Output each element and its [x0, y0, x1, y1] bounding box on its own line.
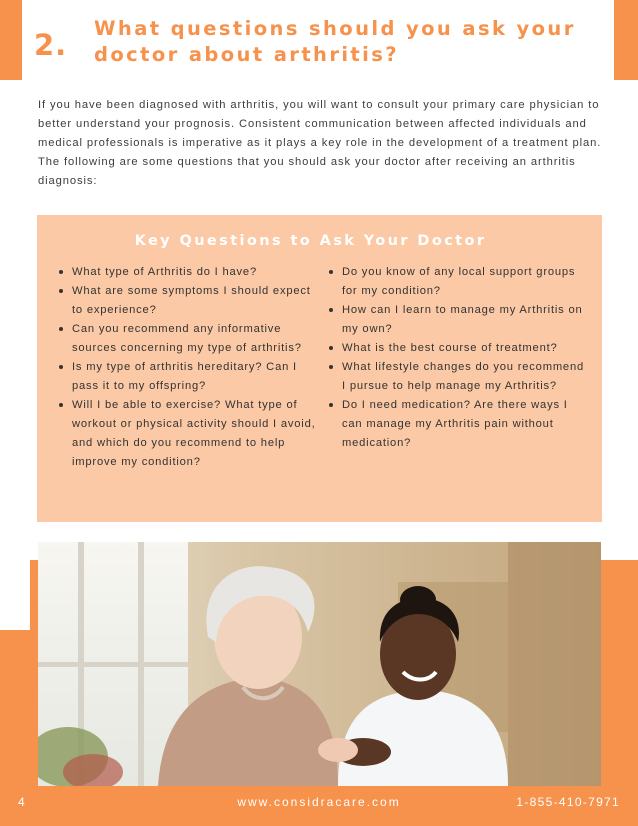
footer-phone[interactable]: 1-855-410-7971 [516, 795, 620, 809]
section-number: 2. [34, 28, 68, 62]
page-number: 4 [18, 795, 26, 809]
intro-paragraph: If you have been diagnosed with arthritis, you will want to consult your primary care physician to better understand your prognosis. Consistent communication between affected individuals and medical professionals is imperative as it plays a key role in the development of a treatment plan. The following are some questions that you should ask your doctor after receiving an arthritis diagnosis: [38, 99, 602, 187]
list-item: Will I be able to exercise? What type of workout or physical activity should I avoid, and which do you recommend to help improve my condition? [59, 396, 321, 472]
questions-list-right [329, 263, 591, 453]
list-item: Is my type of arthritis hereditary? Can I pass it to my offspring? [59, 358, 321, 396]
list-item: How can I learn to manage my Arthritis on my own? [329, 301, 591, 339]
photo-elderly-woman-and-caregiver-icon [38, 542, 601, 786]
key-questions-title: Key Questions to Ask Your Doctor [134, 233, 487, 249]
list-item: What lifestyle changes do you recommend I pursue to help manage my Arthritis? [329, 358, 591, 396]
footer-website-link[interactable]: www.considracare.com [237, 795, 401, 809]
list-item: Can you recommend any informative sources concerning my type of arthritis? [59, 320, 321, 358]
list-item: Do I need medication? Are there ways I can manage my Arthritis pain without medication? [329, 396, 591, 453]
key-questions-box [37, 215, 602, 522]
caregiver-photo [38, 542, 601, 786]
list-item: What is the best course of treatment? [329, 339, 591, 358]
list-item: Do you know of any local support groups for my condition? [329, 263, 591, 301]
photo-accent-notch [0, 560, 30, 630]
list-item: What type of Arthritis do I have? [59, 263, 321, 282]
section-title [94, 16, 594, 68]
section-title-line2: doctor about arthritis? [94, 43, 399, 66]
section-title-line1: What questions should you ask your [94, 17, 576, 40]
questions-list-left [59, 263, 321, 472]
list-item: What are some symptoms I should expect to experience? [59, 282, 321, 320]
